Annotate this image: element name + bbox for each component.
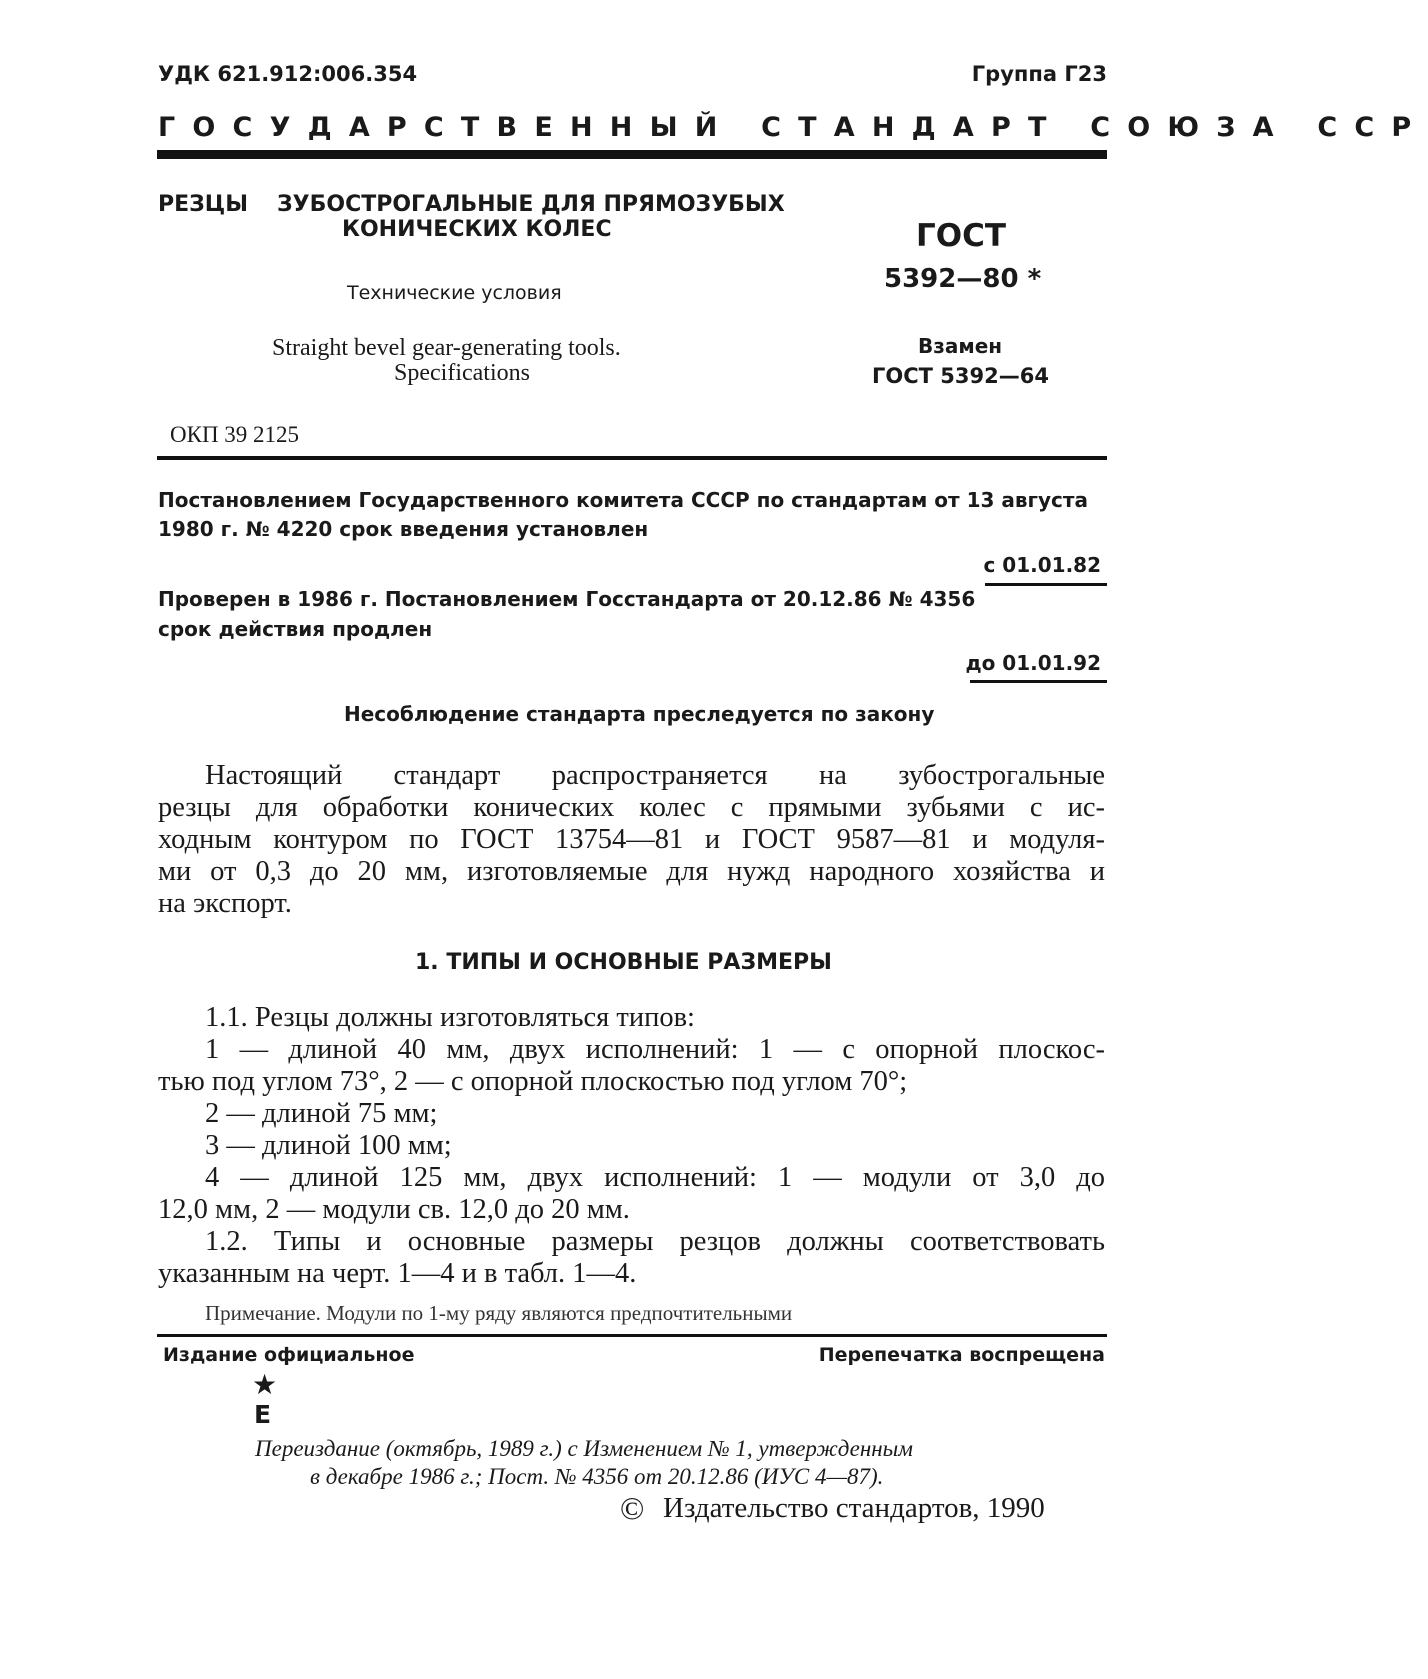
footer-divider — [157, 1334, 1107, 1337]
section-1-line-4: 2 — длиной 75 мм; — [205, 1098, 438, 1129]
section-1-line-8: 1.2. Типы и основные размеры резцов должны соответствовать — [205, 1226, 1105, 1257]
intro-line-4: ми от 0,3 до 20 мм, изготовляемые для нужд народного хозяйства и — [158, 856, 1105, 887]
validity-date-rule — [970, 680, 1107, 683]
intro-line-5: на экспорт. — [158, 888, 292, 919]
header-divider — [157, 456, 1107, 460]
publisher: Издательство стандартов, 1990 — [663, 1492, 1045, 1524]
subtitle-en-1: Straight bevel gear-generating tools. — [272, 335, 621, 361]
decree-line-1: Постановлением Государственного комитета СССР по стандартам от 13 августа — [158, 488, 1088, 512]
title-line-1: ЗУБОСТРОГАЛЬНЫЕ ДЛЯ ПРЯМОЗУБЫХ — [277, 192, 785, 217]
banner-rule — [157, 150, 1107, 159]
validity-date: до 01.01.92 — [965, 651, 1101, 675]
reissue-line-1: Переиздание (октябрь, 1989 г.) с Изменением № 1, утвержденным — [255, 1436, 913, 1461]
decree-line-2: 1980 г. № 4220 срок введения установлен — [158, 517, 649, 541]
okp-code: ОКП 39 2125 — [170, 422, 300, 447]
edition-letter: E — [254, 1400, 272, 1429]
section-1-line-3: тью под углом 73°, 2 — с опорной плоскостью под углом 70°; — [158, 1066, 908, 1097]
subtitle-en-2: Specifications — [394, 360, 530, 386]
law-notice: Несоблюдение стандарта преследуется по закону — [344, 702, 935, 726]
section-1-line-7: 12,0 мм, 2 — модули св. 12,0 до 20 мм. — [158, 1194, 630, 1225]
copyright-icon: © — [620, 1490, 645, 1526]
section-1-line-2: 1 — длиной 40 мм, двух исполнений: 1 — с опорной плоскос- — [205, 1034, 1105, 1065]
reprint-prohibited: Перепечатка воспрещена — [818, 1344, 1105, 1366]
intro-line-1: Настоящий стандарт распространяется на зубострогальные — [205, 760, 1105, 791]
state-standard-banner: ГОСУДАРСТВЕННЫЙ СТАНДАРТ СОЮЗА ССР — [158, 112, 1428, 143]
udk-code: УДК 621.912:006.354 — [158, 62, 418, 86]
star-icon: ★ — [252, 1370, 278, 1401]
title-line-2: КОНИЧЕСКИХ КОЛЕС — [342, 217, 612, 242]
replaced-gost-number: ГОСТ 5392—64 — [872, 364, 1049, 388]
section-1-heading: 1. ТИПЫ И ОСНОВНЫЕ РАЗМЕРЫ — [415, 950, 832, 975]
section-1-line-9: указанным на черт. 1—4 и в табл. 1—4. — [158, 1258, 637, 1289]
reissue-line-2: в декабре 1986 г.; Пост. № 4356 от 20.12.86 (ИУС 4—87). — [310, 1464, 884, 1489]
replaces-label: Взамен — [918, 334, 1003, 358]
title-label: РЕЗЦЫ — [158, 192, 248, 217]
group-code: Группа Г23 — [971, 62, 1107, 86]
section-1-line-1: 1.1. Резцы должны изготовляться типов: — [205, 1002, 695, 1033]
intro-line-2: резцы для обработки конических колес с прямыми зубьями с ис- — [158, 792, 1105, 823]
gost-number: 5392—80 * — [884, 264, 1042, 294]
introduction-date-rule — [985, 583, 1107, 586]
subtitle-ru: Технические условия — [347, 282, 562, 304]
checked-line-1: Проверен в 1986 г. Постановлением Госстандарта от 20.12.86 № 4356 — [158, 587, 976, 611]
section-1-line-5: 3 — длиной 100 мм; — [205, 1130, 452, 1161]
note: Примечание. Модули по 1-му ряду являются предпочтительными — [205, 1301, 793, 1325]
intro-line-3: ходным контуром по ГОСТ 13754—81 и ГОСТ 9587—81 и модуля- — [158, 824, 1105, 855]
introduction-date: с 01.01.82 — [983, 553, 1101, 577]
official-edition: Издание официальное — [163, 1344, 415, 1366]
gost-label: ГОСТ — [916, 218, 1007, 254]
section-1-line-6: 4 — длиной 125 мм, двух исполнений: 1 — модули от 3,0 до — [205, 1162, 1105, 1193]
checked-line-2: срок действия продлен — [158, 617, 433, 641]
